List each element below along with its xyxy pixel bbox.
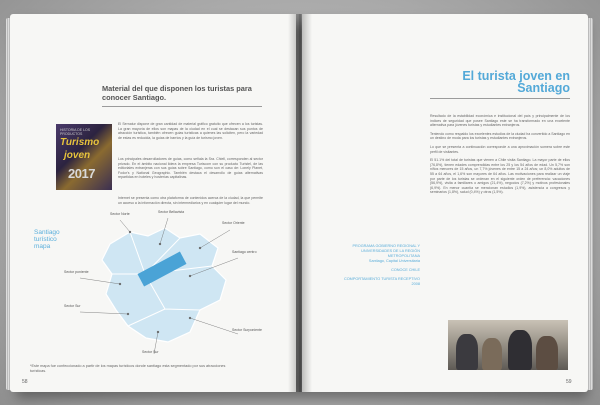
right-paragraph-3: Lo que se presenta a continuación corresponde a una aproximación somera sobre este perfil de visitantes. bbox=[430, 144, 570, 154]
page-edges-right bbox=[588, 18, 593, 390]
right-title-rule bbox=[430, 98, 570, 99]
map-footnote: *Este mapa fue confeccionado a partir de los mapas turísticos donde santiago esta segmentado por sus atracciones turísticas. bbox=[30, 364, 226, 373]
map-label-centro: Santiago centro bbox=[232, 250, 257, 254]
right-page bbox=[302, 14, 588, 392]
left-paragraph-1: El Sernatur dispone de gran cantidad de material gráfico gratuito que ofrecen a los turistas. La gran mayoría de ellos son mapas de la ciudad en el cual se destacan sus puntos de atracción turística, también ofrecen guías turísticas a quienes las soliciten, pero la variedad de estas es reducida, la guías de barrios y la guía de turismo joven. bbox=[118, 122, 263, 140]
santiago-sector-map bbox=[50, 214, 280, 362]
photo-figure-4 bbox=[536, 336, 558, 370]
title-rule bbox=[102, 106, 262, 107]
right-side-notes bbox=[340, 244, 420, 287]
young-tourists-photo bbox=[448, 320, 568, 370]
map-label-norte: Sector Norte bbox=[110, 212, 130, 216]
left-page bbox=[10, 14, 296, 392]
right-paragraph-1: Resultado de la estabilidad económica e institucional del país y principalmente de los índices de seguridad que posee Santiago este se ha transformado en una excelente alternativa para jóvenes turistas y estudiantes extranjeros. bbox=[430, 114, 570, 128]
map-label-surponiente: Sector Surponiente bbox=[232, 328, 262, 332]
right-page-title: El turista joven en Santiago bbox=[462, 69, 570, 95]
side-note-3: CONOCE CHILE bbox=[391, 268, 420, 272]
map-label-sur-1: Sector Sur bbox=[64, 304, 81, 308]
photo-figure-1 bbox=[456, 334, 478, 370]
book-gutter bbox=[288, 14, 312, 392]
right-body bbox=[430, 114, 570, 199]
side-note-2: Santiago, Capital Universitaria bbox=[368, 259, 420, 263]
turismo-joven-cover-photo bbox=[56, 124, 112, 190]
map-label-bellavista: Sector Bellavista bbox=[158, 210, 185, 214]
map-label-poniente: Sector poniente bbox=[64, 270, 89, 274]
page-number-left: 58 bbox=[22, 379, 28, 385]
cover-title-line2: joven bbox=[64, 150, 91, 161]
cover-year: 2017 bbox=[68, 166, 95, 181]
left-paragraph-3: Internet se presenta como otra plataforma de contenidos acerca de la ciudad, la que permite un acceso a la información directa, sin intermediarios y en cualquier lugar del mundo. bbox=[118, 196, 263, 205]
right-paragraph-4: El 51.1% del total de turistas que vienen a Chile visita Santiago. La mayor parte de ellos (76,8%), tienen edades comprendidas entre los 25 y los 54 años de edad. Un 5,7% son niños menores de 15 años, un 7,7% jóvenes de entre 15 a 24 años; un 8,0% adultos de 55 a 64 años, el 1,6% son mayores de 64 años. Las motivaciones para realizar un viaje por parte de los turistas se ordenan en el siguiente orden de preferencia: vacaciones (56,9%), visita a familiares o amigos (21,4%), negocios (7,2%) y motivos profesionales (6,9%). En menor cuantía se mencionan estudios (1,9%), asistencia a congresos y seminarios (1,8%), salud (0,4%) y otros (1,5%). bbox=[430, 158, 570, 195]
photo-figure-2 bbox=[482, 338, 502, 370]
map-label-sur-2: Sector Sur bbox=[142, 350, 159, 354]
right-paragraph-2: Teniendo como respaldo los excelentes estudios de la ciudad ha convertido a Santiago en un destino de moda para los turistas y estudiantes extranjeros. bbox=[430, 131, 570, 141]
left-paragraph-2: Los principales desarrolladores de guías, como señala la Sra. Chiell, corresponden al sector privado. En el ámbito nacional lidera la empresa Turiscom con su producto Turistel, de las editoriales extranjeras con sus guías sobre Santiago, como son el caso de: Lonely Planet, Fodor's y National Geographic. También destaca el desarrollo de guías alternativas repartidas en hoteles y hosterías capitalinas. bbox=[118, 157, 263, 180]
left-page-title: Material del que disponen los turistas para conocer Santiago. bbox=[102, 84, 252, 102]
page-number-right: 59 bbox=[566, 379, 572, 385]
map-title: Santiago turístico mapa bbox=[34, 229, 60, 251]
side-note-1: PROGRAMA GOBIERNO REGIONAL Y UNIVERSIDADES DE LA REGIÓN METROPOLITANA bbox=[352, 244, 420, 258]
cover-title-line1: Turismo bbox=[60, 137, 100, 148]
photo-figure-3 bbox=[508, 330, 532, 370]
cover-small-text: HISTORIA DE LOS PRODUCTOS bbox=[60, 128, 91, 136]
side-note-4: COMPORTAMIENTO TURISTA RECEPTIVO 2008 bbox=[343, 277, 420, 286]
map-label-oriente: Sector Oriente bbox=[222, 221, 245, 225]
